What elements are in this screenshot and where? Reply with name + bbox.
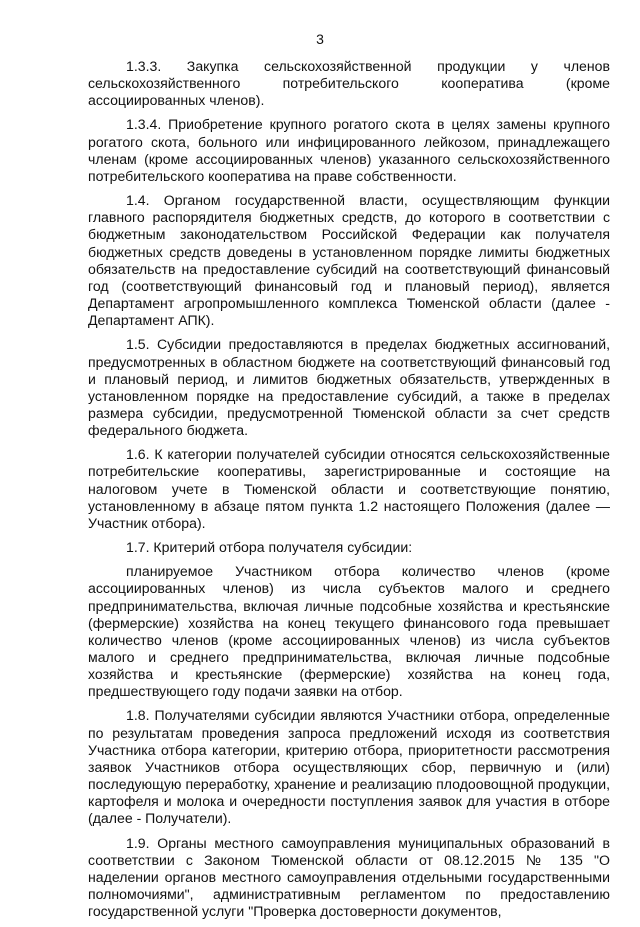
paragraph-1-7: 1.7. Критерий отбора получателя субсидии: [126,539,413,556]
paragraph-1-5: 1.5. Субсидии предоставляются в пределах бюджетных ассигнований, предусмотренных в областном бюджете на соответствующий финансовый год и плановый период, и лимитов бюджетных обязательств, утвержденных в установленном порядке на предоставление субсидий, а также в пределах размера субсидии, предусмотренной Тюменской области за счет средств федерального бюджета. [88,336,610,439]
paragraph-1-3-3: 1.3.3. Закупка сельскохозяйственной продукции у членов сельскохозяйственного потребительского кооператива (кроме ассоциированных членов). [88,58,610,109]
paragraph-1-6: 1.6. К категории получателей субсидии относятся сельскохозяйственные потребительские кооперативы, зарегистрированные и состоящие на налоговом учете в Тюменской области и соответствующие понятию, установленному в абзаце пятом пункта 1.2 настоящего Положения (далее — Участник отбора). [88,446,610,531]
document-body [88,58,610,927]
page-number: 3 [316,31,324,47]
paragraph-1-3-4: 1.3.4. Приобретение крупного рогатого скота в целях замены крупного рогатого скота, больного или инфицированного лейкозом, принадлежащего членам (кроме ассоциированных членов) указанного сельскохозяйственного потребительского кооператива на праве собственности. [88,116,610,184]
paragraph-1-8: 1.8. Получателями субсидии являются Участники отбора, определенные по результатам проведения запроса предложений исходя из соответствия Участника отбора категории, критерию отбора, приоритетности рассмотрения заявок Участников отбора осуществляющих сбор, первичную и (или) последующую переработку, хранение и реализацию плодоовощной продукции, картофеля и молока и очередности поступления заявок для участия в отборе (далее - Получатели). [88,707,610,827]
paragraph-1-9: 1.9. Органы местного самоуправления муниципальных образований в соответствии с Законом Тюменской области от 08.12.2015 № 135 "О наделении органов местного самоуправления отдельными государственными полномочиями", административным регламентом по предоставлению государственной услуги "Проверка достоверности документов, [88,834,610,920]
paragraph-1-4: 1.4. Органом государственной власти, осуществляющим функции главного распорядителя бюджетных средств, до которого в соответствии с бюджетным законодательством Российской Федерации как получателя бюджетных средств доведены в установленном порядке лимиты бюджетных обязательств на предоставление субсидий на соответствующий финансовый год (соответствующий финансовый год и плановый период), является Департамент агропромышленного комплекса Тюменской области (далее - Департамент АПК). [88,192,610,329]
paragraph-1-7-criterion: планируемое Участником отбора количество членов (кроме ассоциированных членов) из числа субъектов малого и среднего предпринимательства, включая личные подсобные хозяйства и крестьянские (фермерские) хозяйства на конец текущего финансового года превышает количество членов (кроме ассоциированных членов) из числа субъектов малого и среднего предпринимательства, включая личные подсобные хозяйства и крестьянские (фермерские) хозяйства на конец года, предшествующего году подачи заявки на отбор. [88,563,610,700]
